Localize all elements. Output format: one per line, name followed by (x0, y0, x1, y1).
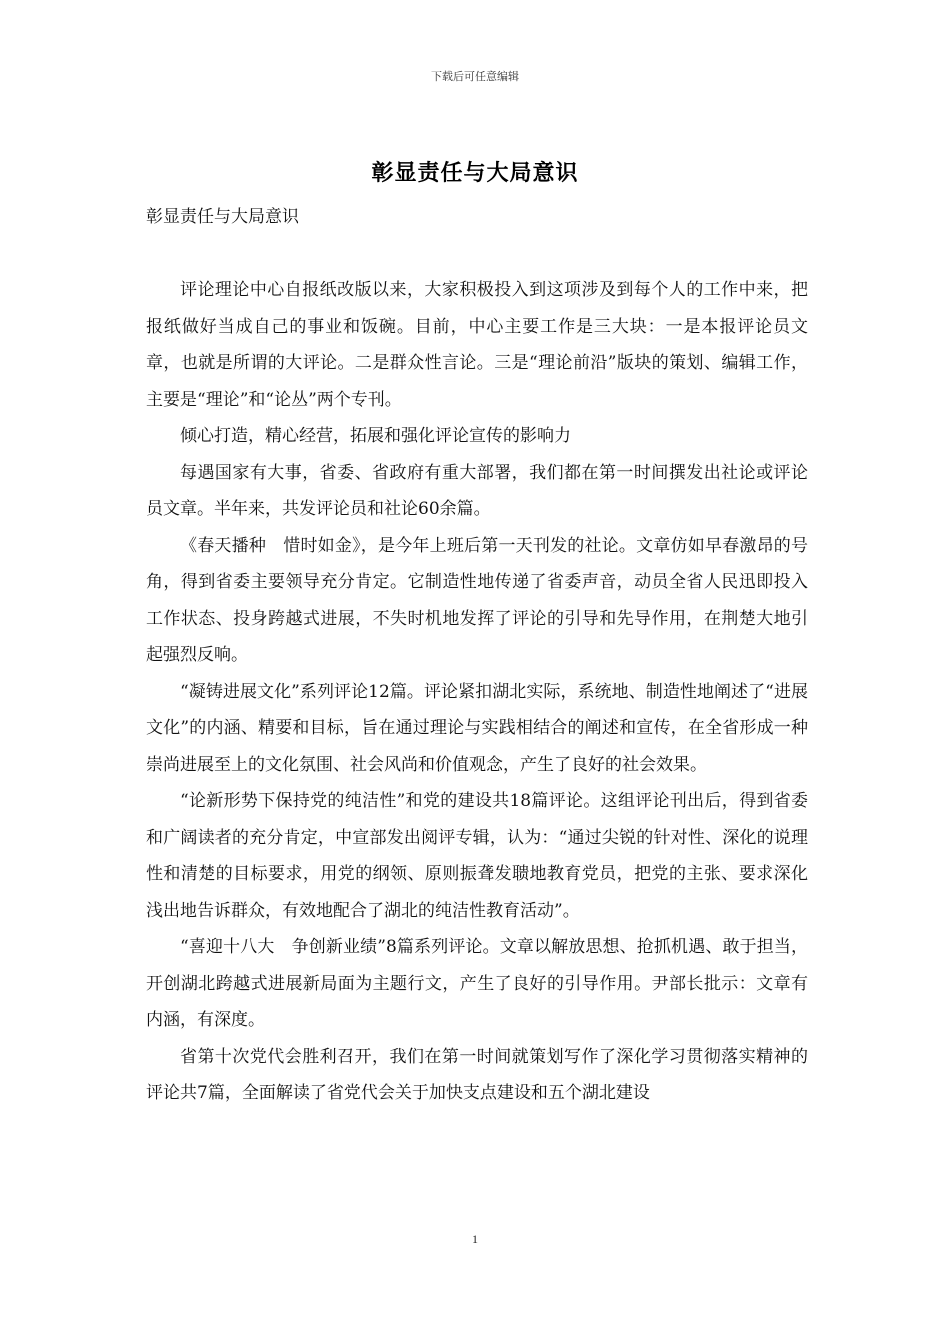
header-note: 下载后可任意编辑 (431, 70, 519, 83)
paragraph-1: 评论理论中心自报纸改版以来，大家积极投入到这项涉及到每个人的工作中来，把报纸做好当成自己的事业和饭碗。目前，中心主要工作是三大块：一是本报评论员文章，也就是所谓的大评论。二是群众性言论。三是“理论前沿”版块的策划、编辑工作，主要是“理论”和“论丛”两个专刊。 (146, 280, 808, 410)
paragraph-8: 省第十次党代会胜利召开，我们在第一时间就策划写作了深化学习贯彻落实精神的评论共7篇，全面解读了省党代会关于加快支点建设和五个湖北建设 (146, 1046, 808, 1103)
document-subtitle: 彰显责任与大局意识 (146, 207, 299, 227)
paragraph-5: “凝铸进展文化”系列评论12篇。评论紧扣湖北实际，系统地、制造性地阐述了“进展文化”的内涵、精要和目标，旨在通过理论与实践相结合的阐述和宣传，在全省形成一种崇尚进展至上的文化氛围、社会风尚和价值观念，产生了良好的社会效果。 (146, 681, 808, 775)
document-title: 彰显责任与大局意识 (371, 160, 579, 186)
paragraph-6: “论新形势下保持党的纯洁性”和党的建设共18篇评论。这组评论刊出后，得到省委和广阔读者的充分肯定，中宣部发出阅评专辑，认为：“通过尖锐的针对性、深化的说理性和清楚的目标要求，用党的纲领、原则振聋发聩地教育党员，把党的主张、要求深化浅出地告诉群众，有效地配合了湖北的纯洁性教育活动”。 (146, 791, 808, 921)
document-body (146, 272, 808, 1112)
paragraph-2: 倾心打造，精心经营，拓展和强化评论宣传的影响力 (180, 426, 571, 446)
paragraph-3: 每遇国家有大事，省委、省政府有重大部署，我们都在第一时间撰发出社论或评论员文章。半年来，共发评论员和社论60余篇。 (146, 462, 808, 519)
paragraph-7: “喜迎十八大 争创新业绩”8篇系列评论。文章以解放思想、抢抓机遇、敢于担当，开创湖北跨越式进展新局面为主题行文，产生了良好的引导作用。尹部长批示：文章有内涵，有深度。 (146, 937, 808, 1030)
page-number: 1 (472, 1232, 478, 1246)
paragraph-4: 《春天播种 惜时如金》，是今年上班后第一天刊发的社论。文章仿如早春激昂的号角，得到省委主要领导充分肯定。它制造性地传递了省委声音，动员全省人民迅即投入工作状态、投身跨越式进展，不失时机地发挥了评论的引导和先导作用，在荆楚大地引起强烈反响。 (146, 535, 808, 665)
